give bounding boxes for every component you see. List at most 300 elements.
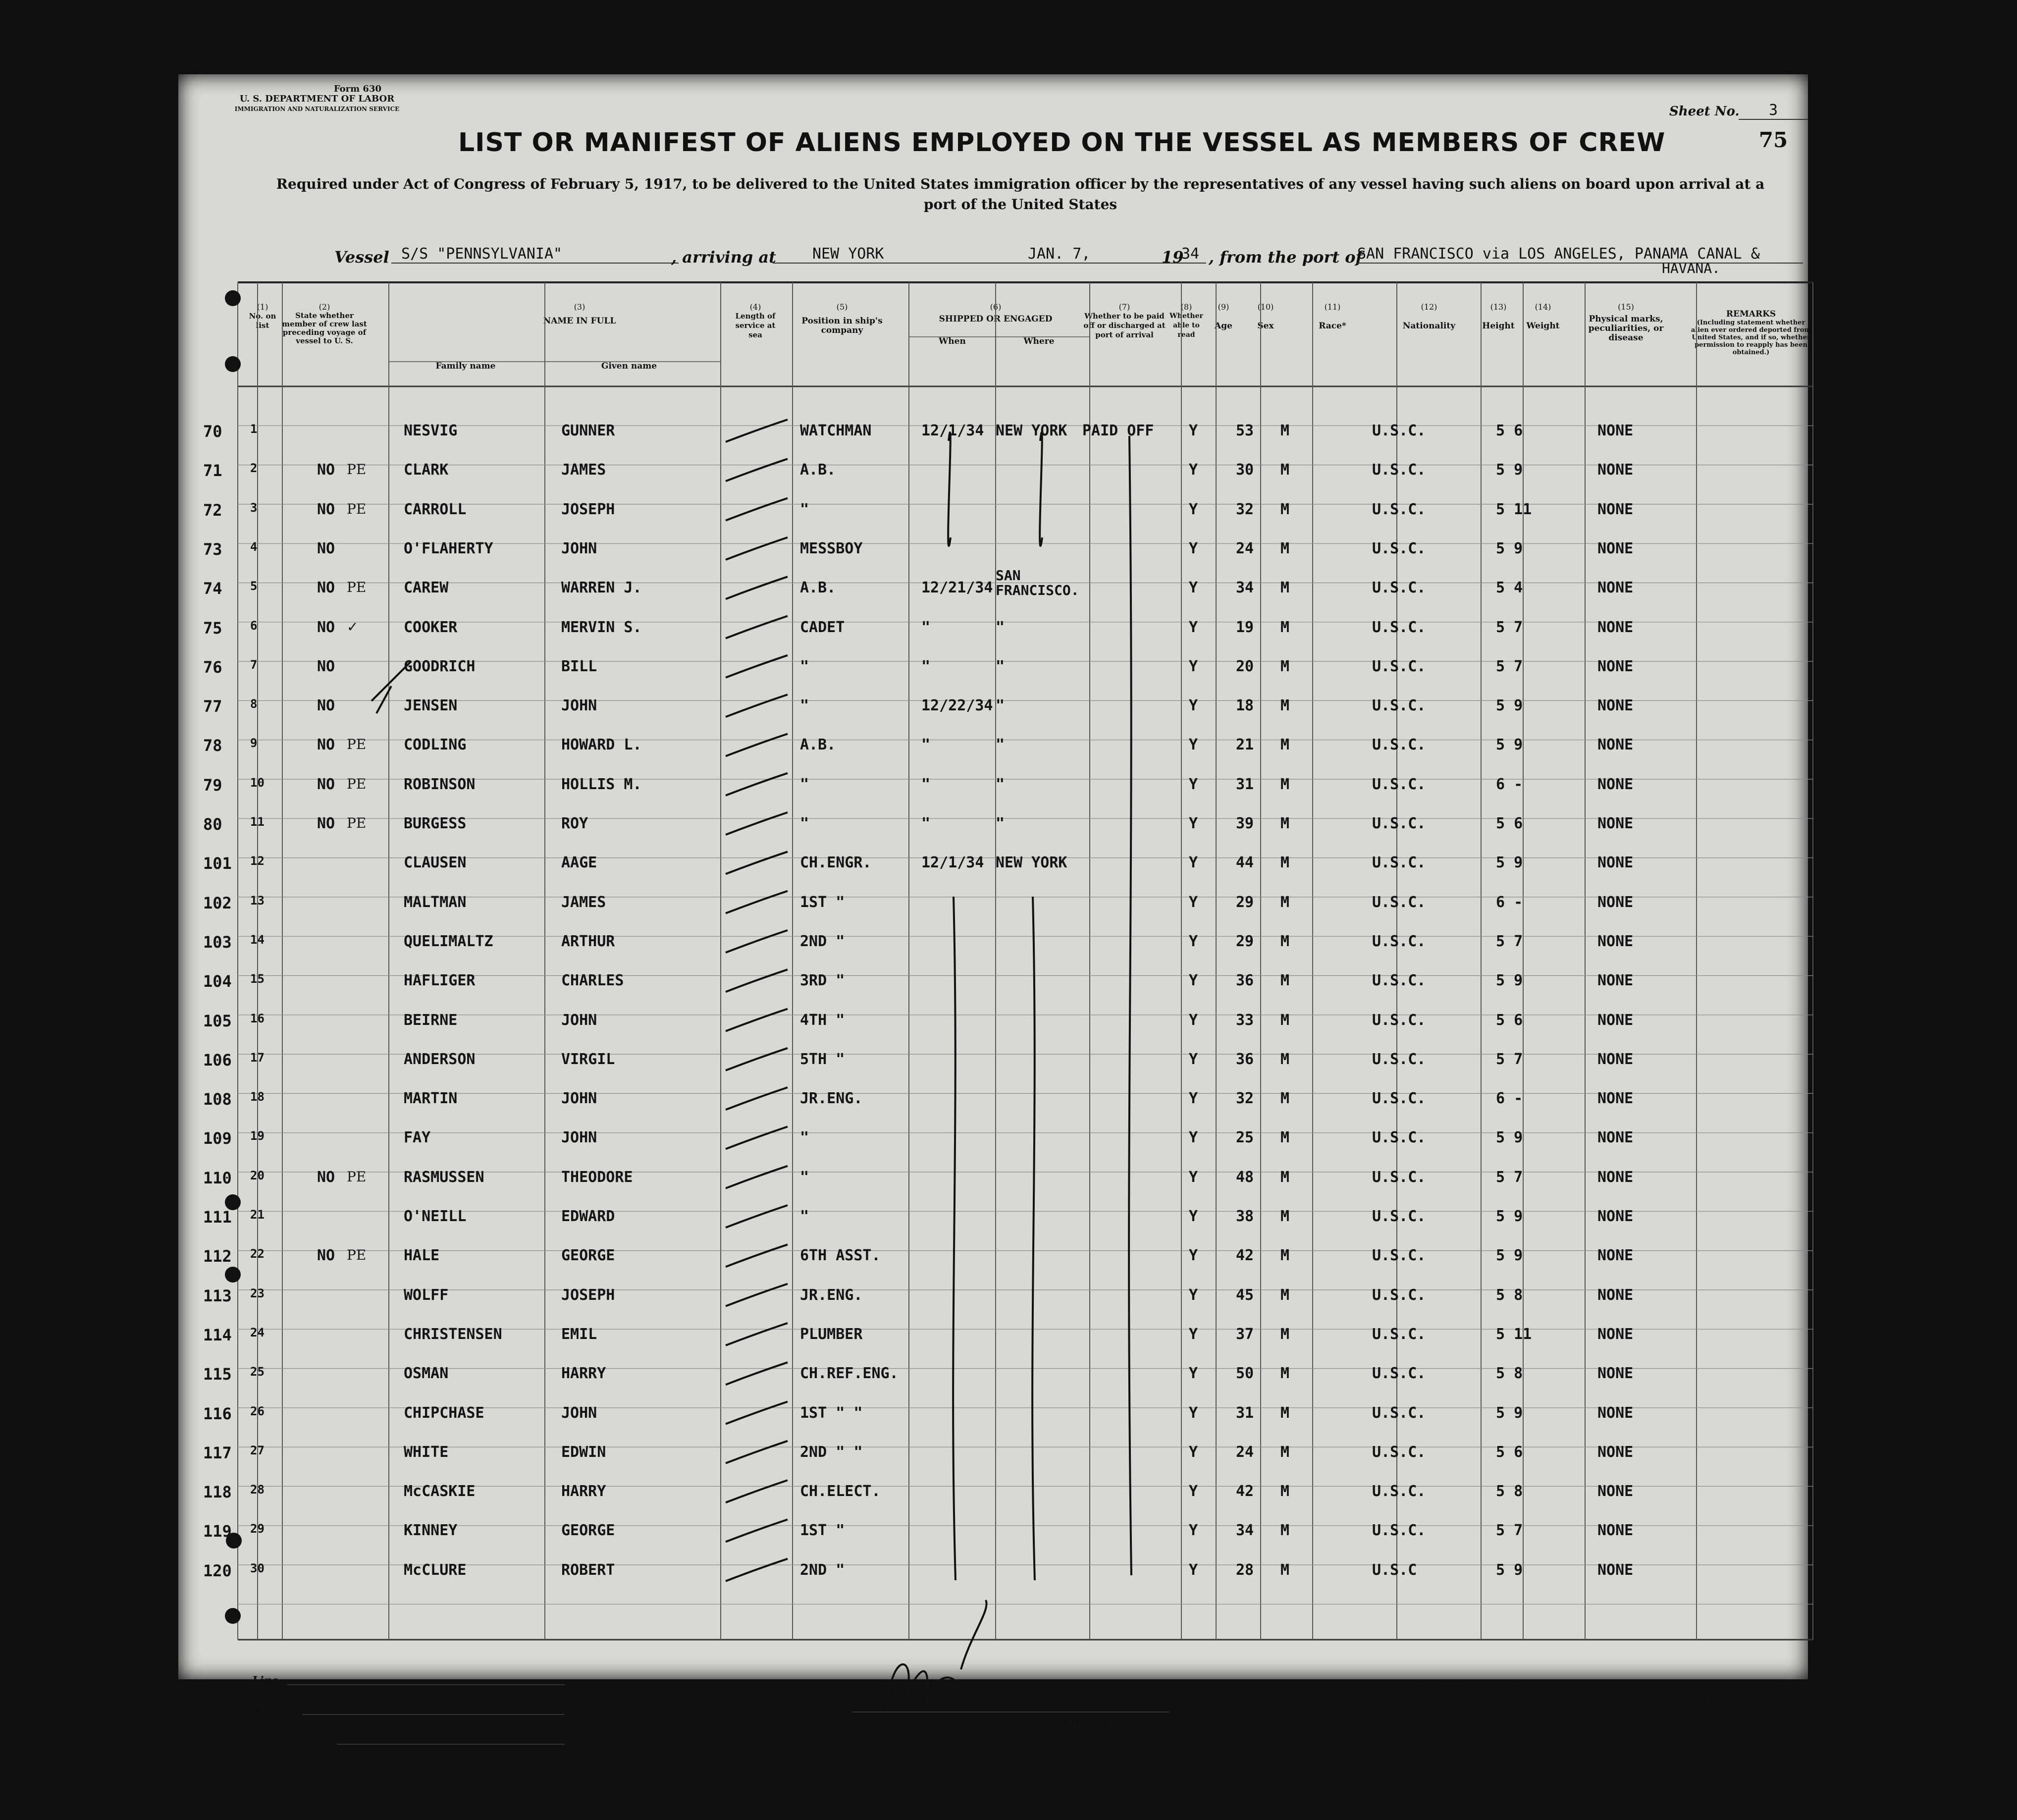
header-col3-num: (3) [574,302,585,312]
nationality: U.S.C. [1372,579,1426,597]
stamp-number: 112 [203,1247,232,1266]
position: " [800,1168,809,1186]
sex: M [1280,815,1290,832]
nationality: U.S.C. [1372,1443,1426,1461]
previous-voyage: NO [317,500,335,518]
from-port-line-2: HAVANA. [1662,260,1721,276]
sex: M [1280,1247,1290,1265]
position: 1ST " [800,1522,845,1540]
age: 44 [1236,854,1254,872]
stamp-number: 110 [203,1168,232,1187]
header-col10-num: (10) [1257,302,1274,312]
able-to-read: Y [1189,1404,1198,1422]
family-name: ROBINSON [404,775,476,793]
sex: M [1280,1443,1290,1461]
shipped-where: NEW YORK [996,854,1067,872]
physical-marks: NONE [1597,1208,1634,1225]
position: CH.ELECT. [800,1483,881,1500]
header-col9-num: (9) [1218,302,1229,312]
ditto-pen-line [1129,436,1131,1575]
list-number: 21 [250,1208,265,1222]
age: 45 [1236,1286,1254,1304]
service-pen-stroke [726,459,788,481]
nationality: U.S.C. [1372,657,1426,675]
nationality: U.S.C. [1372,539,1426,557]
height: 5 8 [1496,1286,1523,1304]
position: 2ND " " [800,1443,863,1461]
height: 5 7 [1496,1522,1523,1540]
list-number: 19 [250,1129,265,1143]
age: 32 [1236,500,1254,518]
able-to-read: Y [1189,972,1198,990]
family-name: NESVIG [404,422,458,439]
sex: M [1280,1090,1290,1108]
sex: M [1280,539,1290,557]
able-to-read: Y [1189,1325,1198,1343]
service-pen-stroke [726,969,788,992]
stamp-number: 116 [203,1404,232,1423]
age: 21 [1236,736,1254,754]
shipped-when: " [921,815,931,832]
position: MESSBOY [800,539,863,557]
height: 5 7 [1496,618,1523,636]
stamp-number: 80 [203,815,222,834]
header-col6-num: (6) [990,302,1002,312]
header-given-name: Given name [601,361,657,371]
page-title: LIST OR MANIFEST OF ALIENS EMPLOYED ON THE VESSEL AS MEMBERS OF CREW [458,128,1666,158]
nationality: U.S.C. [1372,893,1426,911]
list-number: 23 [250,1286,265,1300]
from-port-label: , from the port of [1209,248,1363,267]
inspector-signature-line [852,1712,1169,1713]
given-name: ARTHUR [561,932,615,950]
able-to-read: Y [1189,815,1198,832]
position: " [800,657,809,675]
stamp-number: 111 [203,1208,232,1227]
stamp-number: 105 [203,1011,232,1030]
nationality: U.S.C. [1372,1365,1426,1383]
height: 6 - [1496,775,1523,793]
age: 29 [1236,932,1254,950]
given-name: HOWARD L. [561,736,642,754]
list-number: 28 [250,1483,265,1497]
previous-voyage: NO [317,461,335,479]
height: 5 9 [1496,697,1523,715]
stamp-number: 115 [203,1365,232,1384]
age: 31 [1236,775,1254,793]
pe-mark: PE [347,1247,367,1264]
family-name: WHITE [404,1443,449,1461]
list-number: 26 [250,1404,265,1418]
nationality: U.S.C. [1372,1286,1426,1304]
given-name: JOHN [561,539,597,557]
list-number: 5 [250,579,258,593]
sex: M [1280,697,1290,715]
form-number: Form 630 [333,84,381,94]
header-col8-text: Whether able to read [1169,312,1203,339]
family-name: MALTMAN [404,893,467,911]
previous-voyage: NO [317,1247,335,1265]
height: 5 7 [1496,1050,1523,1068]
stamp-number: 120 [203,1561,232,1580]
list-number: 20 [250,1168,265,1182]
header-col2-num: (2) [318,302,330,312]
header-col3-text: NAME IN FULL [543,316,616,326]
sex: M [1280,736,1290,754]
position: 1ST " " [800,1404,863,1422]
nationality: U.S.C. [1372,972,1426,990]
family-name: McCASKIE [404,1483,476,1500]
list-number: 4 [250,539,258,554]
height: 5 6 [1496,1011,1523,1029]
list-number: 8 [250,697,258,711]
sex: M [1280,657,1290,675]
sex: M [1280,1168,1290,1186]
header-remarks-text: (Including statement whether alien ever ordered deported from United States, and if so, whether permission to reapply has been obtained.) [1691,319,1811,356]
pe-mark: PE [347,775,367,792]
physical-marks: NONE [1597,461,1634,479]
sex: M [1280,972,1290,990]
header-col6-text: SHIPPED OR ENGAGED [939,314,1053,324]
previous-voyage: NO [317,579,335,597]
shipped-where: " [996,657,1005,675]
header-col10-text: Sex [1257,321,1274,331]
physical-marks: NONE [1597,1286,1634,1304]
pe-mark: PE [347,736,367,753]
page-number: 75 [1758,128,1788,152]
physical-marks: NONE [1597,893,1634,911]
arriving-label: , arriving at [671,248,776,267]
height: 5 6 [1496,815,1523,832]
nationality: U.S.C. [1372,1011,1426,1029]
age: 36 [1236,1050,1254,1068]
sex: M [1280,500,1290,518]
sex: M [1280,893,1290,911]
position: PLUMBER [800,1325,863,1343]
shipped-where: " [996,775,1005,793]
family-name: QUELIMALTZ [404,932,493,950]
service-pen-stroke [726,655,788,678]
family-name: WOLFF [404,1286,449,1304]
list-number: 2 [250,461,258,476]
able-to-read: Y [1189,697,1198,715]
nationality: U.S.C. [1372,422,1426,439]
stamp-number: 78 [203,736,222,755]
nationality: U.S.C. [1372,736,1426,754]
sex: M [1280,579,1290,597]
stamp-number: 101 [203,854,232,873]
sex: M [1280,1129,1290,1147]
sex: M [1280,1325,1290,1343]
physical-marks: NONE [1597,1247,1634,1265]
able-to-read: Y [1189,461,1198,479]
physical-marks: NONE [1597,1443,1634,1461]
service-pen-stroke [726,1441,788,1463]
header-col15-num: (15) [1618,302,1634,312]
position: CH.REF.ENG. [800,1365,899,1383]
previous-voyage: NO [317,775,335,793]
able-to-read: Y [1189,1168,1198,1186]
sex: M [1280,1483,1290,1500]
service-pen-stroke [726,812,788,835]
stamp-number: 71 [203,461,222,481]
given-name: JOHN [561,1129,597,1147]
list-number: 30 [250,1561,265,1575]
height: 5 6 [1496,1443,1523,1461]
service-pen-stroke [726,1009,788,1031]
stamp-number: 102 [203,893,232,912]
year-suffix: 34 [1181,245,1206,264]
position: " [800,815,809,832]
sex: M [1280,1208,1290,1225]
header-family-name: Family name [435,361,496,371]
position: 5TH " [800,1050,845,1068]
position: 3RD " [800,972,845,990]
header-when: When [939,336,966,346]
height: 5 4 [1496,579,1523,597]
service-pen-stroke [726,1323,788,1345]
able-to-read: Y [1189,1050,1198,1068]
shipped-when: " [921,775,931,793]
age: 34 [1236,1522,1254,1540]
shipped-where: SAN FRANCISCO. [996,567,1079,599]
able-to-read: Y [1189,1365,1198,1383]
height: 5 9 [1496,461,1523,479]
stamp-number: 108 [203,1090,232,1109]
age: 33 [1236,1011,1254,1029]
physical-marks: NONE [1597,736,1634,754]
paid-off: PAID OFF [1082,422,1154,439]
age: 18 [1236,697,1254,715]
stamp-number: 106 [203,1050,232,1070]
service-pen-stroke [726,577,788,599]
given-name: ROY [561,815,588,832]
stamp-number: 76 [203,657,222,677]
sheet-label: Sheet No. [1669,104,1740,119]
height: 5 9 [1496,854,1523,872]
shipped-when: " [921,736,931,754]
sex: M [1280,932,1290,950]
shipped-where: NEW YORK [996,422,1067,439]
physical-marks: NONE [1597,854,1634,872]
given-name: EMIL [561,1325,597,1343]
department-name: U. S. DEPARTMENT OF LABOR [239,94,395,104]
family-name: CLAUSEN [404,854,467,872]
shipped-when: 12/1/34 [921,854,984,872]
nationality: U.S.C. [1372,775,1426,793]
pe-mark: PE [347,579,367,596]
physical-marks: NONE [1597,1129,1634,1147]
sex: M [1280,1050,1290,1068]
header-col11-num: (11) [1324,302,1341,312]
footer-agents-label: Local Agents [253,1734,331,1747]
nationality: U.S.C. [1372,697,1426,715]
given-name: MERVIN S. [561,618,642,636]
position: 4TH " [800,1011,845,1029]
header-col4-num: (4) [749,302,761,312]
list-number: 18 [250,1090,265,1104]
header-col12-text: Nationality [1402,321,1456,331]
physical-marks: NONE [1597,1168,1634,1186]
stamp-number: 119 [203,1522,232,1541]
age: 19 [1236,618,1254,636]
physical-marks: NONE [1597,932,1634,950]
footer-note-3: is punishable by a fine of ten dollars for each alien. See other side. [1372,1707,1744,1719]
age: 28 [1236,1561,1254,1579]
header-col9-text: Age [1215,321,1232,331]
service-pen-stroke [726,1519,788,1542]
family-name: CHRISTENSEN [404,1325,502,1343]
list-number: 22 [250,1247,265,1261]
shipped-where: " [996,618,1005,636]
family-name: CLARK [404,461,449,479]
family-name: JENSEN [404,697,458,715]
family-name: BURGESS [404,815,467,832]
vessel-name-field: S/S "PENNSYLVANIA" [391,245,679,264]
list-number: 12 [250,854,265,868]
header-col5-num: (5) [836,302,848,312]
physical-marks: NONE [1597,618,1634,636]
shipped-when: 12/1/34 [921,422,984,439]
sex: M [1280,1404,1290,1422]
family-name: ANDERSON [404,1050,476,1068]
age: 38 [1236,1208,1254,1225]
list-number: 27 [250,1443,265,1457]
able-to-read: Y [1189,1522,1198,1540]
stamp-number: 77 [203,697,222,716]
age: 48 [1236,1168,1254,1186]
nationality: U.S.C. [1372,1404,1426,1422]
year-prefix: 19 [1162,248,1184,267]
position: 2ND " [800,1561,845,1579]
header-col4-text: Length of service at sea [735,312,776,339]
binder-hole [225,290,241,306]
header-col11-text: Race* [1319,321,1346,331]
position: A.B. [800,461,836,479]
service-pen-stroke [726,616,788,639]
ditto-pen-line [948,432,951,546]
stamp-number: 114 [203,1325,232,1344]
age: 25 [1236,1129,1254,1147]
header-col8-num: (8) [1180,302,1192,312]
header-col13-num: (13) [1490,302,1507,312]
list-number: 7 [250,657,258,672]
height: 5 7 [1496,1168,1523,1186]
footer-agents-field [337,1744,565,1745]
height: 5 9 [1496,1561,1523,1579]
physical-marks: NONE [1597,1522,1634,1540]
pe-mark: PE [347,500,367,517]
pe-mark: PE [347,1168,367,1185]
binder-hole [225,1267,241,1283]
stamp-number: 117 [203,1443,232,1462]
service-pen-stroke [726,1126,788,1149]
ditto-pen-line [1032,897,1035,1580]
given-name: EDWIN [561,1443,606,1461]
family-name: CHIPCHASE [404,1404,484,1422]
sheet-number: 3 [1739,102,1808,120]
physical-marks: NONE [1597,1090,1634,1108]
given-name: BILL [561,657,597,675]
given-name: JOHN [561,1404,597,1422]
stamp-number: 75 [203,618,222,638]
position: " [800,775,809,793]
sex: M [1280,854,1290,872]
footer-line-field [287,1684,565,1685]
given-name: EDWARD [561,1208,615,1225]
previous-voyage: NO [317,1168,335,1186]
age: 31 [1236,1404,1254,1422]
able-to-read: Y [1189,775,1198,793]
stamp-number: 74 [203,579,222,598]
header-col5-text: Position in ship's company [801,316,883,335]
shipped-when: 12/21/34 [921,579,993,597]
service-pen-stroke [726,1087,788,1110]
able-to-read: Y [1189,1286,1198,1304]
age: 39 [1236,815,1254,832]
age: 42 [1236,1247,1254,1265]
previous-voyage: NO [317,736,335,754]
service-pen-stroke [726,498,788,521]
family-name: RASMUSSEN [404,1168,484,1186]
able-to-read: Y [1189,1208,1198,1225]
stamp-number: 103 [203,932,232,952]
physical-marks: NONE [1597,1365,1634,1383]
given-name: JOSEPH [561,500,615,518]
height: 5 9 [1496,1247,1523,1265]
family-name: GOODRICH [404,657,476,675]
list-number: 16 [250,1011,265,1025]
physical-marks: NONE [1597,1561,1634,1579]
previous-voyage: NO [317,539,335,557]
nationality: U.S.C. [1372,1483,1426,1500]
given-name: HOLLIS M. [561,775,642,793]
position: A.B. [800,736,836,754]
shipped-where: " [996,815,1005,832]
shipped-when: " [921,618,931,636]
height: 5 7 [1496,932,1523,950]
nationality: U.S.C. [1372,1168,1426,1186]
service-pen-stroke [726,1048,788,1071]
able-to-read: Y [1189,893,1198,911]
header-col7-text: Whether to be paid off or discharged at port of arrival [1083,312,1166,339]
able-to-read: Y [1189,579,1198,597]
able-to-read: Y [1189,500,1198,518]
physical-marks: NONE [1597,972,1634,990]
family-name: COOKER [404,618,458,636]
given-name: WARREN J. [561,579,642,597]
able-to-read: Y [1189,1247,1198,1265]
shipped-when: " [921,657,931,675]
able-to-read: Y [1189,1090,1198,1108]
previous-voyage: NO [317,697,335,715]
age: 53 [1236,422,1254,439]
list-number: 24 [250,1325,265,1339]
header-col2-text: State whether member of crew last preceding voyage of vessel to U. S. [282,311,367,345]
physical-marks: NONE [1597,500,1634,518]
family-name: CODLING [404,736,467,754]
service-pen-stroke [726,420,788,442]
family-name: MARTIN [404,1090,458,1108]
stamp-number: 72 [203,500,222,520]
given-name: CHARLES [561,972,624,990]
list-number: 17 [250,1050,265,1065]
ditto-pen-line [1040,432,1042,546]
height: 5 9 [1496,736,1523,754]
subtitle-line-1: Required under Act of Congress of February 5, 1917, to be delivered to the United States immigration officer by the representatives of any vessel having such aliens on board upon arrival at a [276,176,1765,192]
service-pen-stroke [726,695,788,717]
nationality: U.S.C. [1372,1325,1426,1343]
